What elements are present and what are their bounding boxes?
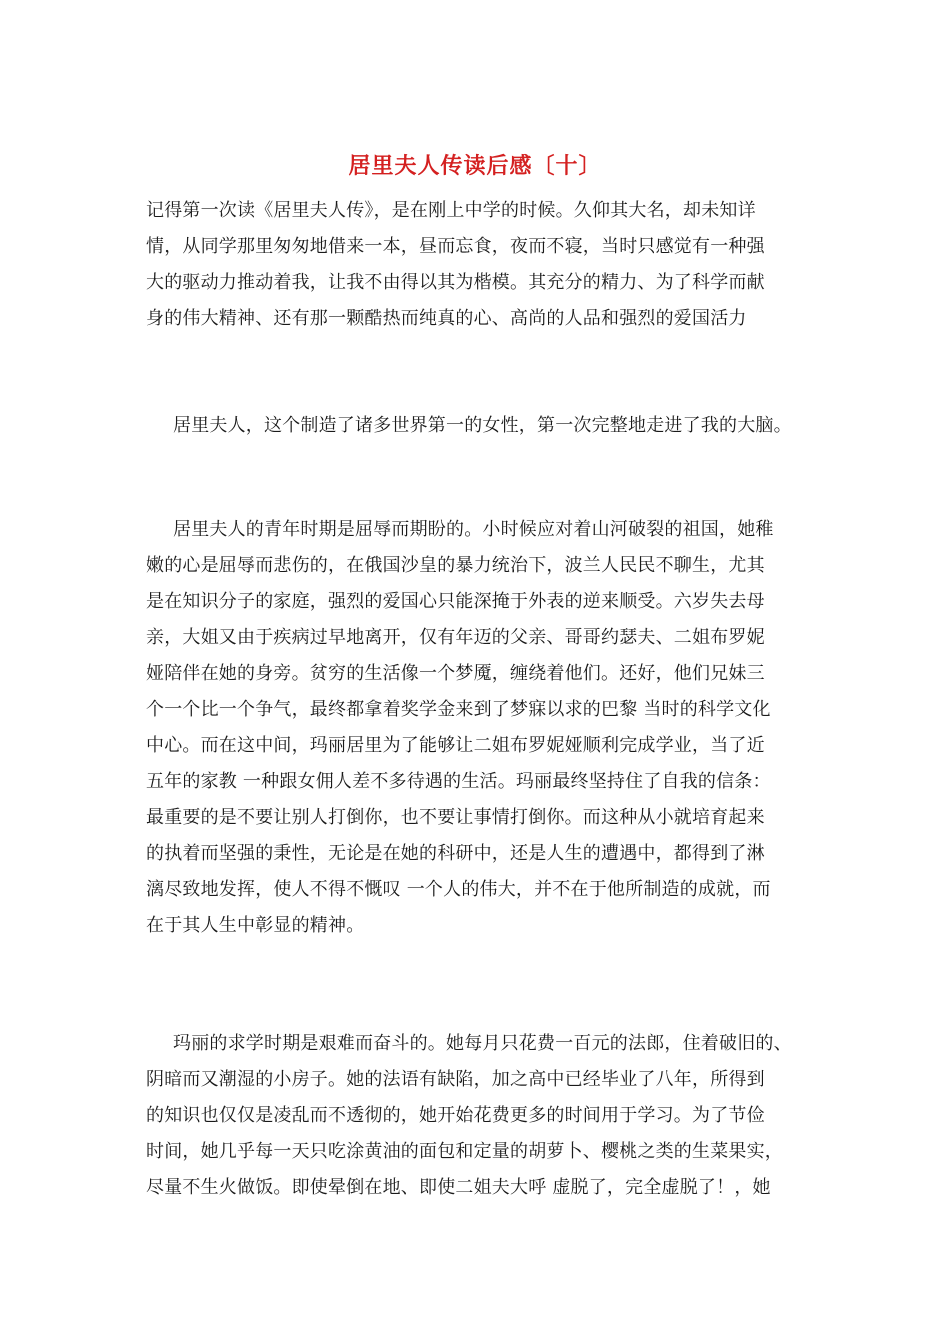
paragraph-line: 娅陪伴在她的身旁。贫穷的生活像一个梦魇，缠绕着他们。还好，他们兄妹三 <box>146 663 765 684</box>
paragraph-line: 在于其人生中彰显的精神。 <box>146 915 365 936</box>
paragraph-line: 的知识也仅仅是凌乱而不透彻的，她开始花费更多的时间用于学习。为了节俭 <box>146 1105 765 1126</box>
paragraph-line: 阴暗而又潮湿的小房子。她的法语有缺陷，加之高中已经毕业了八年，所得到 <box>146 1069 765 1090</box>
paragraph-line: 记得第一次读《居里夫人传》，是在刚上中学的时候。久仰其大名，却未知详 <box>146 200 756 221</box>
paragraph-line: 情，从同学那里匆匆地借来一本，昼而忘食，夜而不寝，当时只感觉有一种强 <box>146 236 765 257</box>
paragraph-1 <box>146 193 826 337</box>
paragraph-4 <box>146 1026 826 1206</box>
paragraph-3 <box>146 512 826 944</box>
paragraph-line: 五年的家教 一种跟女佣人差不多待遇的生活。玛丽最终坚持住了自我的信条： <box>146 771 771 792</box>
paragraph-line: 亲，大姐又由于疾病过早地离开，仅有年迈的父亲、哥哥约瑟夫、二姐布罗妮 <box>146 627 765 648</box>
paragraph-line: 个一个比一个争气，最终都拿着奖学金来到了梦寐以求的巴黎 当时的科学文化 <box>146 699 771 720</box>
paragraph-line: 的执着而坚强的秉性，无论是在她的科研中，还是人生的遭遇中，都得到了淋 <box>146 843 765 864</box>
paragraph-line: 居里夫人的青年时期是屈辱而期盼的。小时候应对着山河破裂的祖国，她稚 <box>173 519 774 540</box>
paragraph-line: 尽量不生火做饭。即使晕倒在地、即使二姐夫大呼 虚脱了，完全虚脱了！，她 <box>146 1177 771 1198</box>
paragraph-line: 漓尽致地发挥，使人不得不慨叹 一个人的伟大，并不在于他所制造的成就，而 <box>146 879 771 900</box>
paragraph-2 <box>146 408 826 444</box>
paragraph-line: 玛丽的求学时期是艰难而奋斗的。她每月只花费一百元的法郎，住着破旧的、 <box>173 1033 792 1054</box>
paragraph-line: 中心。而在这中间，玛丽居里为了能够让二姐布罗妮娅顺利完成学业，当了近 <box>146 735 765 756</box>
paragraph-line: 大的驱动力推动着我，让我不由得以其为楷模。其充分的精力、为了科学而献 <box>146 272 765 293</box>
paragraph-line: 最重要的是不要让别人打倒你，也不要让事情打倒你。而这种从小就培育起来 <box>146 807 765 828</box>
document-title: 居里夫人传读后感〔十〕 <box>348 153 602 179</box>
paragraph-line: 是在知识分子的家庭，强烈的爱国心只能深掩于外表的逆来顺受。六岁失去母 <box>146 591 765 612</box>
paragraph-line: 时间，她几乎每一天只吃涂黄油的面包和定量的胡萝卜、樱桃之类的生菜果实， <box>146 1141 783 1162</box>
paragraph-line: 身的伟大精神、还有那一颗酷热而纯真的心、高尚的人品和强烈的爱国活力 <box>146 308 747 329</box>
paragraph-line: 嫩的心是屈辱而悲伤的，在俄国沙皇的暴力统治下，波兰人民民不聊生，尤其 <box>146 555 765 576</box>
paragraph-line: 居里夫人，这个制造了诸多世界第一的女性，第一次完整地走进了我的大脑。 <box>173 415 792 436</box>
